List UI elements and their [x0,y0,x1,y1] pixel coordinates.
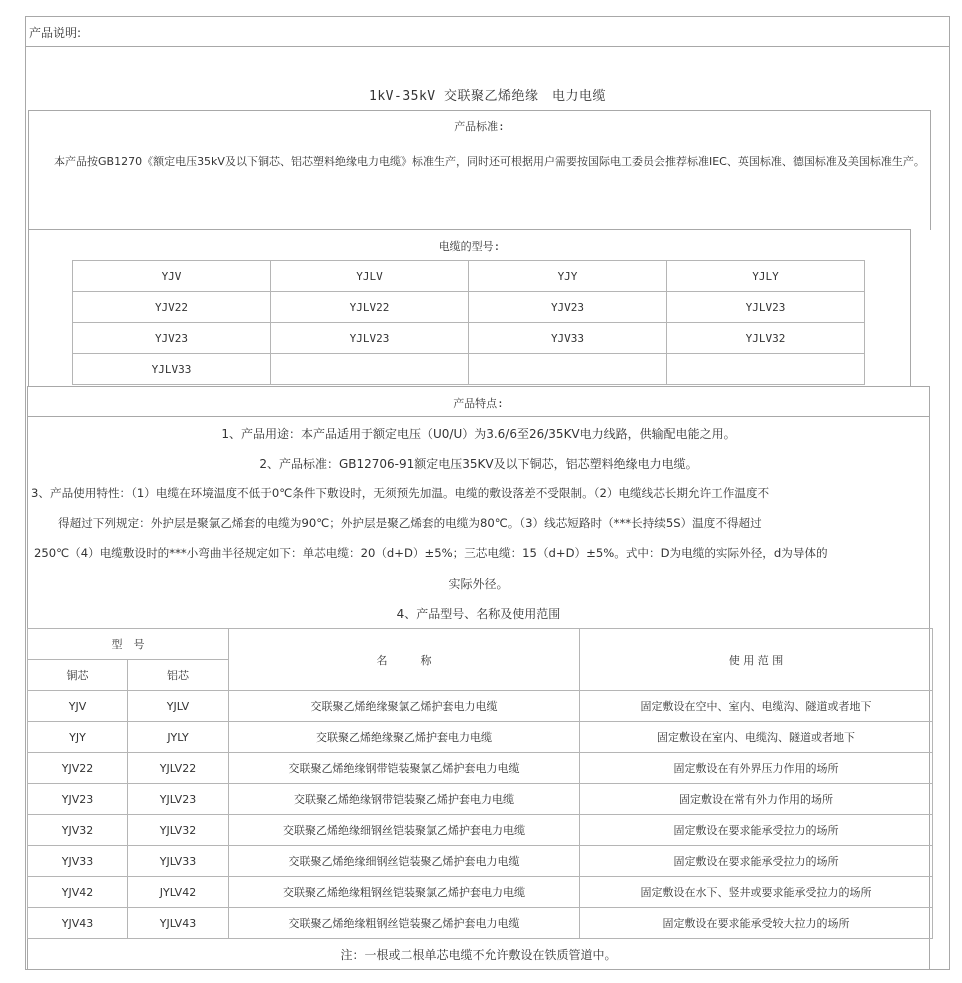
table-cell: 交联聚乙烯绝缘钢带铠装聚氯乙烯护套电力电缆 [229,753,580,784]
table-cell: YJLV32 [128,815,229,846]
table-cell: YJLV [271,261,469,292]
table-cell: YJLV33 [73,354,271,385]
table-cell: 交联聚乙烯绝缘细钢丝铠装聚氯乙烯护套电力电缆 [229,815,580,846]
head-use: 使 用 范 围 [580,629,933,691]
table-cell: 固定敷设在空中、室内、电缆沟、隧道或者地下 [580,691,933,722]
table-cell: YJLY [667,261,865,292]
table-cell: 固定敷设在常有外力作用的场所 [580,784,933,815]
table-row [28,753,933,784]
table-cell: YJV33 [28,846,128,877]
table-row [28,846,933,877]
table-row [28,691,933,722]
feature-line-1: 1、产品用途：本产品适用于额定电压（U0/U）为3.6/6至26/35KV电力线路，供输配电能之用。 [221,427,736,441]
table-cell: 固定敷设在要求能承受拉力的场所 [580,846,933,877]
table-row [28,722,933,753]
table-cell: JYLV42 [128,877,229,908]
table-cell: YJLV32 [667,323,865,354]
feature-line-4: 4、产品型号、名称及使用范围 [396,607,561,621]
head-model: 型 号 [28,629,229,660]
table-row [28,784,933,815]
table-row [73,354,865,385]
table-row [73,261,865,292]
table-cell: YJLV23 [271,323,469,354]
table-cell: YJV33 [469,323,667,354]
table-cell: YJV42 [28,877,128,908]
table-cell: YJLV22 [271,292,469,323]
table-header-row [28,629,933,660]
table-cell: YJV [28,691,128,722]
table-cell: 固定敷设在水下、竖井或要求能承受拉力的场所 [580,877,933,908]
page-title: 1kV-35kV 交联聚乙烯绝缘 电力电缆 [369,89,606,104]
table-cell [667,354,865,385]
table-cell: JYLY [128,722,229,753]
table-cell [469,354,667,385]
table-cell: 固定敷设在有外界压力作用的场所 [580,753,933,784]
table-row [28,877,933,908]
table-cell: 固定敷设在要求能承受拉力的场所 [580,815,933,846]
table-cell: YJLV23 [667,292,865,323]
feature-line-3b: 得超过下列规定：外护层是聚氯乙烯套的电缆为90℃；外护层是聚乙烯套的电缆为80℃。（3）线芯短路时（***长持续5S）温度不得超过 [58,516,762,530]
feature-line-3c: 250℃（4）电缆敷设时的***小弯曲半径规定如下：单芯电缆：20（d+D）±5%；三芯电缆：15（d+D）±5%。式中：D为电缆的实际外径，d为导体的 [34,546,828,560]
table-cell: YJLV [128,691,229,722]
table-row [28,908,933,939]
table-cell: 固定敷设在要求能承受较大拉力的场所 [580,908,933,939]
table-cell: YJV22 [73,292,271,323]
table-cell: 交联聚乙烯绝缘聚氯乙烯护套电力电缆 [229,691,580,722]
header-bar [25,16,950,47]
feature-line-3d: 实际外径。 [448,577,509,591]
standard-title: 产品标准: [454,120,505,133]
note-text: 注：一根或二根单芯电缆不允许敷设在铁质管道中。 [340,948,617,962]
feature-line-2: 2、产品标准：GB12706-91额定电压35KV及以下铜芯，铝芯塑料绝缘电力电缆。 [259,457,698,471]
table-row [73,292,865,323]
table-cell: YJY [469,261,667,292]
table-cell: YJY [28,722,128,753]
table-cell: YJV23 [469,292,667,323]
model-table [72,260,865,385]
table-row [73,323,865,354]
table-cell: YJLV43 [128,908,229,939]
table-cell: YJV23 [28,784,128,815]
table-cell: 交联聚乙烯绝缘聚乙烯护套电力电缆 [229,722,580,753]
head-aluminum: 铝芯 [128,660,229,691]
header-label: 产品说明: [29,26,82,40]
head-copper: 铜芯 [28,660,128,691]
head-name: 名 称 [229,629,580,691]
standard-text: 本产品按GB1270《额定电压35kV及以下铜芯、铝芯塑料绝缘电力电缆》标准生产，同时还可根据用户需要按国际电工委员会推荐标准IEC、英国标准、德国标准及美国标准生产。 [54,155,925,168]
table-cell: 交联聚乙烯绝缘细钢丝铠装聚乙烯护套电力电缆 [229,846,580,877]
table-cell [271,354,469,385]
table-cell: YJV [73,261,271,292]
table-cell: 固定敷设在室内、电缆沟、隧道或者地下 [580,722,933,753]
table-cell: YJV23 [73,323,271,354]
table-cell: YJV22 [28,753,128,784]
table-cell: 交联聚乙烯绝缘粗钢丝铠装聚乙烯护套电力电缆 [229,908,580,939]
table-cell: YJV43 [28,908,128,939]
table-row [28,815,933,846]
table-cell: 交联聚乙烯绝缘粗钢丝铠装聚氯乙烯护套电力电缆 [229,877,580,908]
model-title: 电缆的型号: [438,240,501,253]
spec-table [27,628,933,939]
table-cell: YJLV22 [128,753,229,784]
table-cell: YJV32 [28,815,128,846]
table-cell: 交联聚乙烯绝缘钢带铠装聚乙烯护套电力电缆 [229,784,580,815]
features-title: 产品特点: [453,397,504,410]
table-cell: YJLV33 [128,846,229,877]
feature-line-3a: 3、产品使用特性：（1）电缆在环境温度不低于0℃条件下敷设时，无须预先加温。电缆的敷设落差不受限制。（2）电缆线芯长期允许工作温度不 [31,486,770,500]
table-cell: YJLV23 [128,784,229,815]
